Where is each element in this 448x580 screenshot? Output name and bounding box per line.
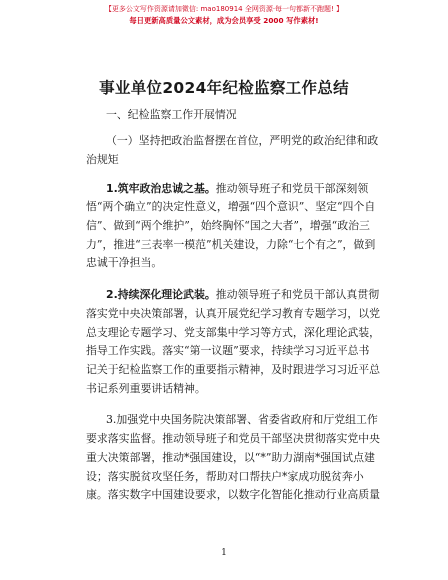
page-number: 1 bbox=[221, 548, 227, 558]
paragraph-3-line-4: 设；落实脱贫攻坚任务，帮助对口帮扶户*家成功脱贫奔小 bbox=[86, 470, 364, 483]
subsection-heading-line-2: 治规矩 bbox=[86, 153, 119, 166]
paragraph-3-line-2: 要求落实监督。推动领导班子和党员干部坚决贯彻落实党中央 bbox=[86, 432, 381, 445]
paragraph-2-line-4: 指导工作实践。落实“第一议题”要求，持续学习习近平总书 bbox=[86, 344, 370, 357]
paragraph-2-line-5: 记关于纪检监察工作的重要指示精神，及时跟进学习习近平总 bbox=[86, 363, 381, 376]
paragraph-2-lead: 2.持续深化理论武装。 bbox=[106, 288, 216, 301]
paragraph-1-line-2: 悟“两个确立”的决定性意义，增强“四个意识”、坚定“四个自 bbox=[86, 200, 376, 213]
paragraph-1-line-1-rest: 推动领导班子和党员干部深刻领 bbox=[215, 182, 369, 195]
banner-line-1: 【更多公文写作资源请加微信: mao180914 全网资源·每一句都新不跑题! 】 bbox=[104, 5, 344, 13]
paragraph-1-line-1 bbox=[106, 182, 368, 196]
paragraph-1-line-3: 信”、做到“两个维护”，始终胸怀“国之大者”，增强“政治三 bbox=[86, 219, 370, 232]
section-heading-1: 一、纪检监察工作开展情况 bbox=[106, 108, 237, 121]
subsection-heading-line-1: （一）坚持把政治监督摆在首位，严明党的政治纪律和政 bbox=[106, 134, 379, 147]
banner-line-2: 每日更新高质量公文素材，成为会员享受 2000 写作素材! bbox=[129, 16, 319, 25]
paragraph-2-line-6: 书记系列重要讲话精神。 bbox=[86, 382, 206, 395]
document-title: 事业单位2024年纪检监察工作总结 bbox=[99, 79, 349, 97]
paragraph-3-line-3: 重大决策部署，推动*强国建设，以“*”助力湖南*强国试点建 bbox=[86, 451, 375, 464]
paragraph-1-line-5: 忠诚干净担当。 bbox=[86, 256, 163, 269]
paragraph-2-line-2: 落实党中央决策部署，认真开展党纪学习教育专题学习，以党 bbox=[86, 307, 381, 320]
header-banner bbox=[0, 4, 448, 26]
paragraph-1-lead: 1.筑牢政治忠诚之基。 bbox=[106, 182, 216, 195]
paragraph-1-line-4: 力”，推进“三表率一模范”机关建设，力除“七个有之”，做到 bbox=[86, 238, 376, 251]
paragraph-2-line-1 bbox=[106, 288, 379, 302]
paragraph-3-line-1: 3.加强党中央国务院决策部署、省委省政府和厅党组工作 bbox=[106, 413, 378, 426]
paragraph-2-line-3: 总支理论专题学习、党支部集中学习等方式，深化理论武装， bbox=[86, 326, 381, 339]
paragraph-3-line-5: 康。落实数字中国建设要求，以数字化智能化推动行业高质量 bbox=[86, 488, 381, 501]
paragraph-2-line-1-rest: 推动领导班子和党员干部认真贯彻 bbox=[215, 288, 380, 301]
